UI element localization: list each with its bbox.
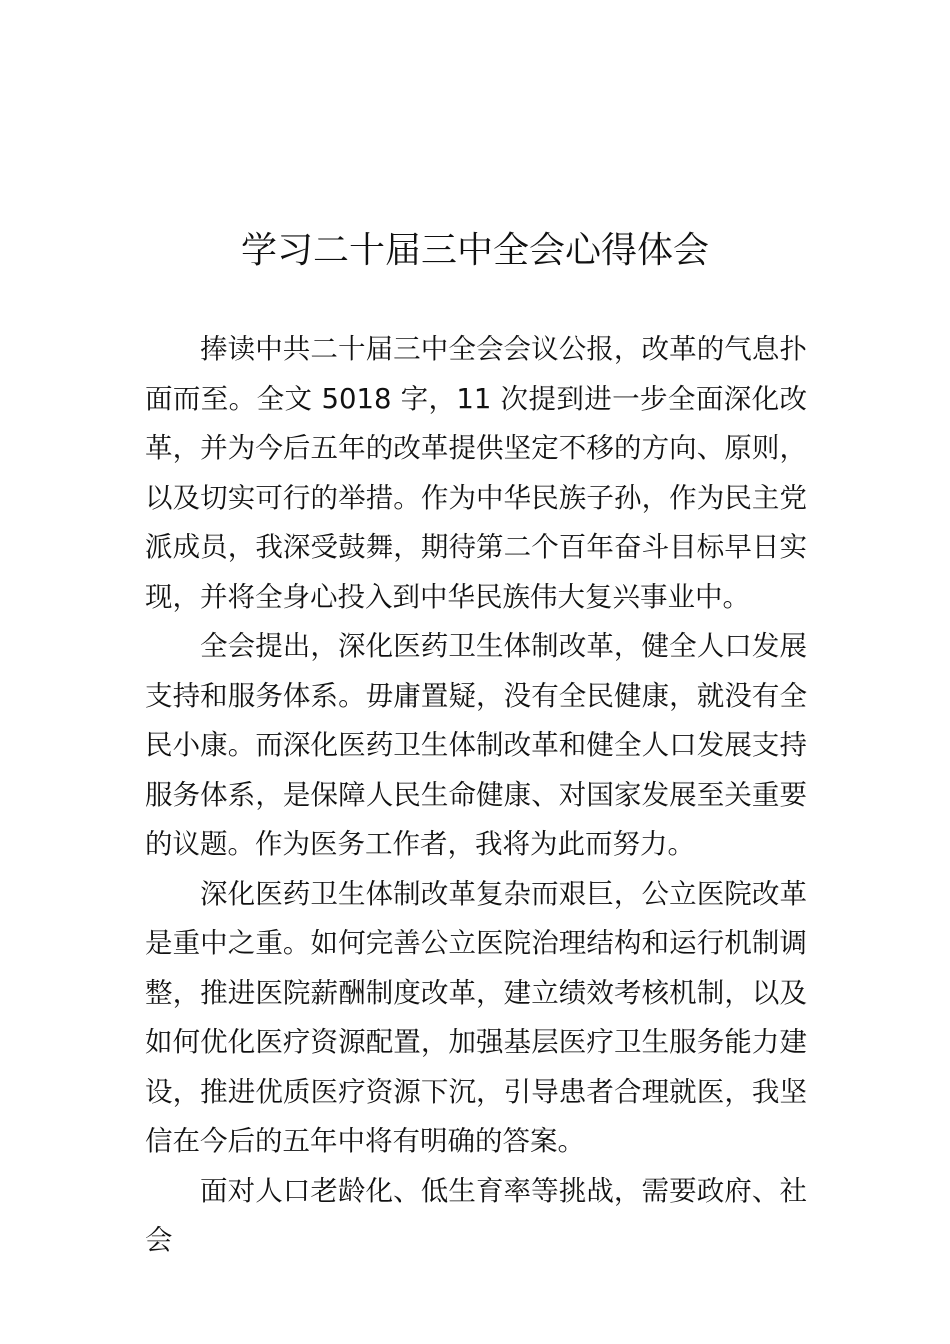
- document-title: 学习二十届三中全会心得体会: [240, 230, 709, 271]
- paragraph-4: 面对人口老龄化、低生育率等挑战，需要政府、社会: [145, 1174, 807, 1256]
- document-body: [145, 325, 807, 1266]
- paragraph-2: 全会提出，深化医药卫生体制改革，健全人口发展支持和服务体系。毋庸置疑，没有全民健康，就没有全民小康。而深化医药卫生体制改革和健全人口发展支持服务体系，是保障人民生命健康、对国家发展至关重要的议题。作为医务工作者，我将为此而努力。: [145, 630, 807, 860]
- paragraph-3: 深化医药卫生体制改革复杂而艰巨，公立医院改革是重中之重。如何完善公立医院治理结构和运行机制调整，推进医院薪酬制度改革，建立绩效考核机制，以及如何优化医疗资源配置，加强基层医疗卫生服务能力建设，推进优质医疗资源下沉，引导患者合理就医，我坚信在今后的五年中将有明确的答案。: [145, 877, 807, 1157]
- paragraph-1: 捧读中共二十届三中全会会议公报，改革的气息扑面而至。全文 5018 字，11 次提到进一步全面深化改革，并为今后五年的改革提供坚定不移的方向、原则，以及切实可行的举措。作为中华民族子孙，作为民主党派成员，我深受鼓舞，期待第二个百年奋斗目标早日实现，并将全身心投入到中华民族伟大复兴事业中。: [145, 333, 807, 613]
